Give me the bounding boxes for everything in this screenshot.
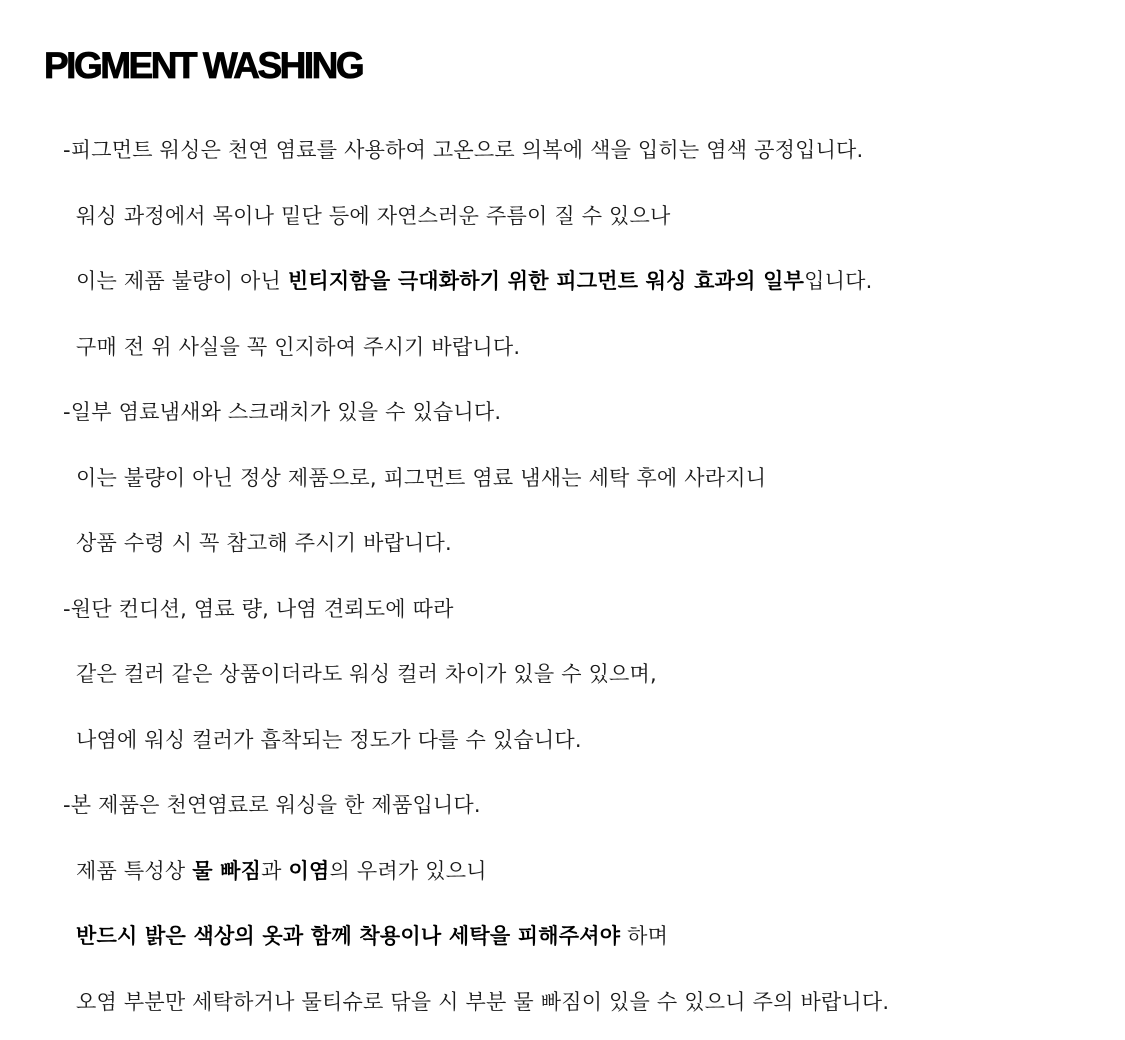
notice-text: 이는 제품 불량이 아닌 [76,269,288,293]
notice-line [76,851,487,891]
notice-text: 과 [261,858,289,883]
notice-text: 의 우려가 있으니 [329,858,487,883]
notice-line [63,392,501,432]
notice-text: 상품 수령 시 꼭 참고해 주시기 바랍니다. [76,531,452,555]
notice-text: -본 제품은 천연염료로 워싱을 한 제품입니다. [63,793,481,817]
notice-line [76,458,766,498]
notice-text: 나염에 워싱 컬러가 흡착되는 정도가 다를 수 있습니다. [76,727,582,752]
notice-line [76,982,889,1022]
notice-text: 워싱 과정에서 목이나 밑단 등에 자연스러운 주름이 질 수 있으나 [76,203,671,228]
notice-text: 입니다. [804,269,873,293]
notice-line [63,589,454,629]
emphasis-text: 반드시 밝은 색상의 옷과 함께 착용이나 세탁을 피해주셔야 [76,924,621,948]
notice-text: 같은 컬러 같은 상품이더라도 워싱 컬러 차이가 있을 수 있으며, [76,662,657,686]
notice-text: 구매 전 위 사실을 꼭 인지하여 주시기 바랍니다. [76,334,521,359]
notice-text: 제품 특성상 [76,858,193,883]
page-title: PIGMENT WASHING [44,45,363,86]
notice-text: -원단 컨디션, 염료 량, 나염 견뢰도에 따라 [63,596,454,621]
emphasis-text: 이염 [288,858,330,883]
notice-line [76,196,671,236]
notice-line [76,720,582,760]
notice-text: 오염 부분만 세탁하거나 물티슈로 닦을 시 부분 물 빠짐이 있을 수 있으니 주의 바랍니다. [76,989,890,1014]
notice-line [76,327,520,367]
notice-text: -피그먼트 워싱은 천연 염료를 사용하여 고온으로 의복에 색을 입히는 염색 공정입니다. [63,138,864,162]
notice-text: -일부 염료냄새와 스크래치가 있을 수 있습니다. [63,400,502,424]
emphasis-text: 물 빠짐 [192,858,262,883]
notice-line [76,654,657,694]
emphasis-text: 빈티지함을 극대화하기 위한 피그먼트 워싱 효과의 일부 [287,269,805,293]
notice-line [76,916,668,956]
notice-line [63,130,863,170]
notice-line [63,785,481,825]
notice-text: 하며 [620,924,669,948]
notice-text: 이는 불량이 아닌 정상 제품으로, 피그먼트 염료 냄새는 세탁 후에 사라지니 [76,465,767,490]
notice-line [76,523,452,563]
notice-line [76,261,872,301]
